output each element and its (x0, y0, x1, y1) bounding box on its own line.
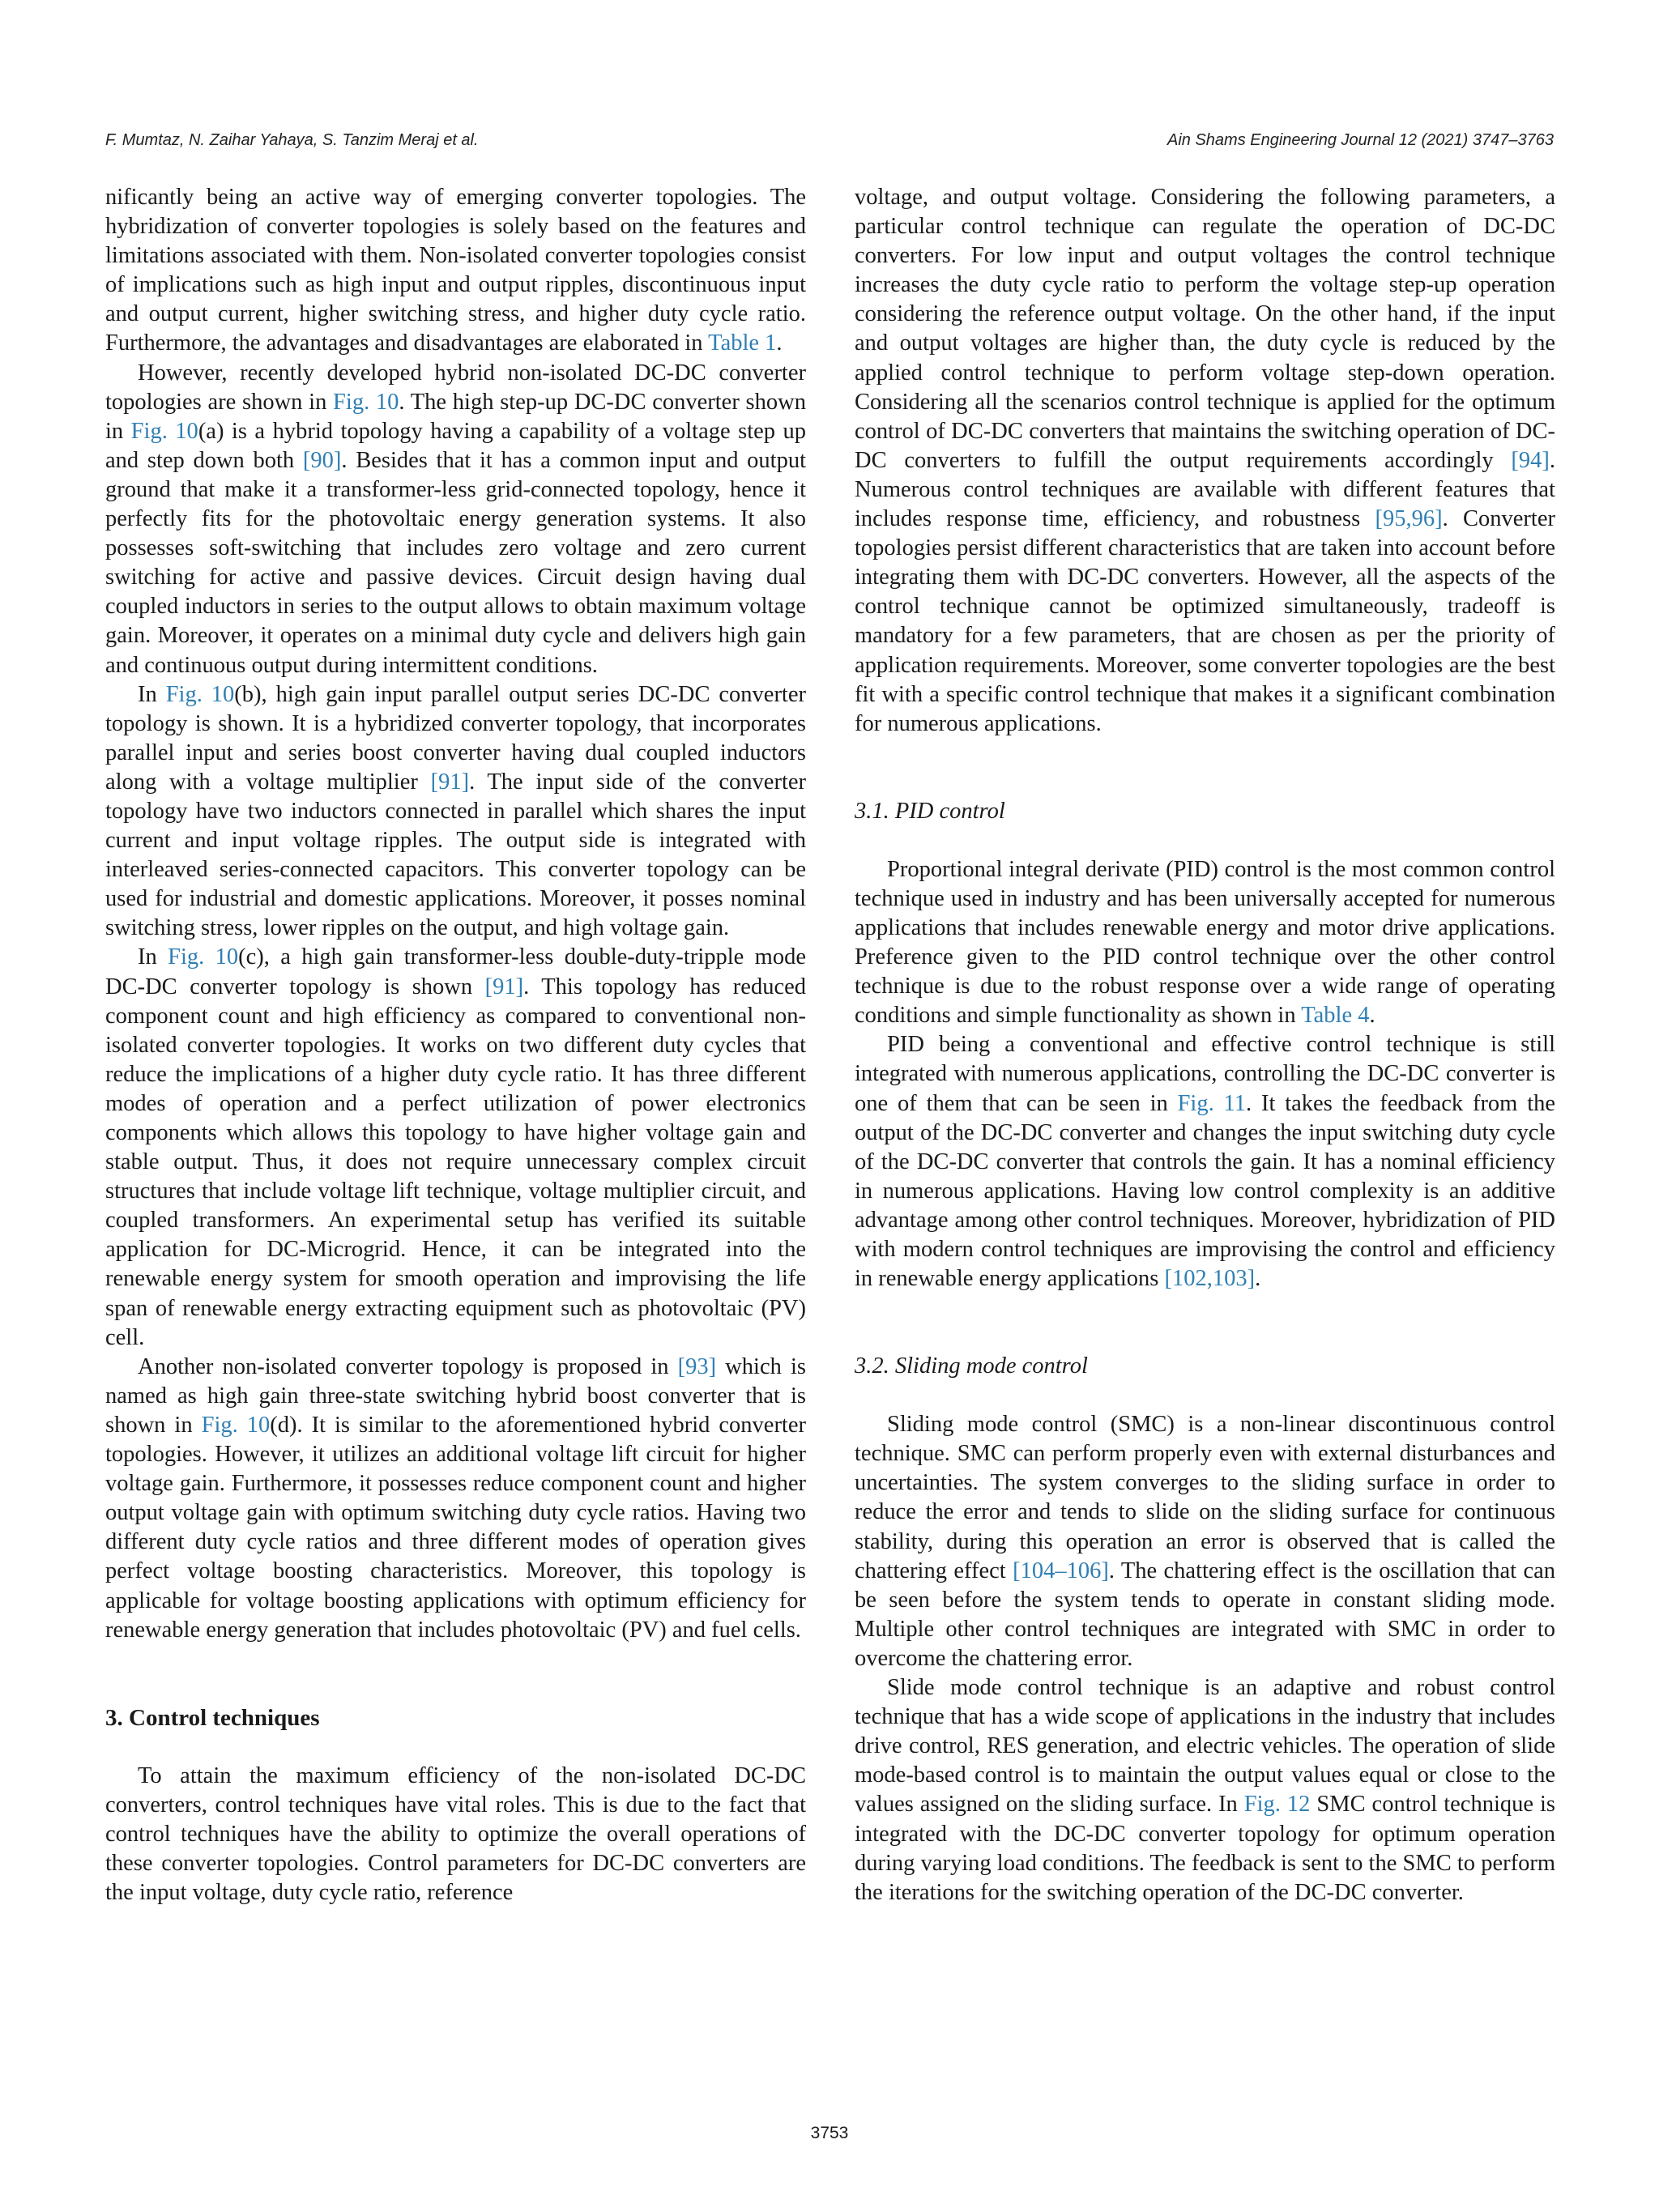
paragraph: Sliding mode control (SMC) is a non-linear discontinuous control technique. SMC can perform properly even with external disturbances and uncertainties. The system converges to the sliding surface in order to reduce the error and tends to slide on the sliding surface for continuous stability, during this operation an error is observed that is called the chattering effect [104–106]. The chattering effect is the oscillation that can be seen before the system tends to operate in constant sliding mode. Multiple other control techniques are integrated with SMC in order to overcome the chattering error. (855, 1412, 1556, 1671)
citation-link[interactable]: [94] (1511, 447, 1550, 473)
paragraph: Another non-isolated converter topology is proposed in [93] which is named as high gain three-state switching hybrid boost converter that is shown in Fig. 10(d). It is similar to the aforementioned hybrid converter topologies. However, it utilizes an additional voltage lift circuit for higher voltage gain. Furthermore, it possesses reduce component count and higher output voltage gain with optimum switching duty cycle ratios. Having two different duty cycle ratios and three different modes of operation gives perfect voltage boosting characteristics. Moreover, this topology is applicable for voltage boosting applications with optimum efficiency for renewable energy generation that includes photovoltaic (PV) and fuel cells. (105, 1353, 806, 1643)
table-link[interactable]: Table 1 (708, 330, 777, 356)
figure-link[interactable]: Fig. 10 (168, 944, 239, 970)
section-heading: 3. Control techniques (105, 1704, 320, 1731)
citation-link[interactable]: [93] (677, 1353, 717, 1379)
paragraph: Proportional integral derivate (PID) control is the most common control technique used in industry and has been universally accepted for numerous applications that includes renewable energy and motor drive applications. Preference given to the PID control technique over the other control technique is due to the robust response over a wide range of operating conditions and simple functionality as shown in Table 4. (855, 856, 1555, 1029)
table-link[interactable]: Table 4 (1301, 1003, 1370, 1029)
paragraph: However, recently developed hybrid non-isolated DC-DC converter topologies are shown in Fig. 10. The high step-up DC-DC converter shown in Fig. 10(a) is a hybrid topology having a capability of a voltage step up and step down both [90]. Besides that it has a common input and output ground that make it a transformer-less grid-connected topology, hence it perfectly fits for the photovoltaic energy generation systems. It also possesses soft-switching that includes zero voltage and zero current switching for active and passive devices. Circuit design having dual coupled inductors in series to the output allows to obtain maximum voltage gain. Moreover, it operates on a minimal duty cycle and delivers high gain and continuous output during intermittent conditions. (105, 360, 807, 678)
figure-link[interactable]: Fig. 11 (1177, 1090, 1247, 1116)
right-column (855, 183, 1555, 1907)
running-head (105, 131, 1554, 156)
citation-link[interactable]: [102,103] (1164, 1266, 1256, 1292)
subsection-heading: 3.2. Sliding mode control (855, 1353, 1088, 1379)
citation-link[interactable]: [91] (430, 769, 470, 795)
paragraph: voltage, and output voltage. Considering the following parameters, a particular control technique can regulate the operation of DC-DC converters. For low input and output voltages the control technique increases the duty cycle ratio to perform the voltage step-up operation considering the reference output voltage. On the other hand, if the input and output voltages are higher than, the duty cycle is reduced by the applied control technique to perform voltage step-down operation. Considering all the scenarios control technique is applied for the optimum control of DC-DC converters that maintains the switching operation of DC-DC converters to fulfill the output requirements accordingly [94]. Numerous control techniques are available with different features that includes response time, efficiency, and robustness [95,96]. Converter topologies persist different characteristics that are taken into account before integrating them with DC-DC converters. However, all the aspects of the control technique cannot be optimized simultaneously, tradeoff is mandatory for a few parameters, that are chosen as per the priority of application requirements. Moreover, some converter topologies are the best fit with a specific control technique that makes it a significant combination for numerous applications. (855, 185, 1555, 736)
figure-link[interactable]: Fig. 10 (165, 681, 235, 707)
paragraph: In Fig. 10(b), high gain input parallel output series DC-DC converter topology is shown. It is a hybridized converter topology, that incorporates parallel input and series boost converter having dual coupled inductors along with a voltage multiplier [91]. The input side of the converter topology have two inductors connected in parallel which shares the input current and input voltage ripples. The output side is integrated with interleaved series-connected capacitors. This converter topology can be used for industrial and domestic applications. Moreover, it posses nominal switching stress, lower ripples on the output, and high voltage gain. (105, 681, 807, 941)
figure-link[interactable]: Fig. 10 (201, 1412, 271, 1438)
paragraph: Slide mode control technique is an adaptive and robust control technique that has a wide scope of applications in the industry that includes drive control, RES generation, and electric vehicles. The operation of slide mode-based control is to maintain the output values equal or close to the values assigned on the sliding surface. In Fig. 12 SMC control technique is integrated with the DC-DC converter topology for optimum operation during varying load conditions. The feedback is sent to the SMC to perform the iterations for the switching operation of the DC-DC converter. (855, 1675, 1555, 1905)
subsection-heading: 3.1. PID control (855, 798, 1005, 824)
figure-link[interactable]: Fig. 12 (1243, 1792, 1311, 1818)
left-column (105, 183, 806, 1907)
figure-link[interactable]: Fig. 10 (333, 389, 399, 415)
page-number: 3753 (810, 2124, 849, 2142)
paragraph: To attain the maximum efficiency of the non-isolated DC-DC converters, control techniques have vital roles. This is due to the fact that control techniques have the ability to optimize the overall operations of these converter topologies. Control parameters for DC-DC converters are the input voltage, duty cycle ratio, reference (105, 1762, 806, 1906)
paragraph: nificantly being an active way of emerging converter topologies. The hybridization of converter topologies is solely based on the features and limitations associated with them. Non-isolated converter topologies consist of implications such as high input and output ripples, discontinuous input and output current, higher switching stress, and higher duty cycle ratio. Furthermore, the advantages and disadvantages are elaborated in Table 1. (105, 185, 806, 356)
running-head-authors: F. Mumtaz, N. Zaihar Yahaya, S. Tanzim Meraj et al. (105, 131, 479, 149)
citation-link[interactable]: [104–106] (1013, 1558, 1109, 1583)
figure-link[interactable]: Fig. 10 (130, 418, 198, 444)
running-head-journal: Ain Shams Engineering Journal 12 (2021) 3747–3763 (1166, 131, 1554, 149)
citation-link[interactable]: [91] (484, 974, 524, 999)
paragraph: PID being a conventional and effective control technique is still integrated with numerous applications, controlling the DC-DC converter is one of them that can be seen in Fig. 11. It takes the feedback from the output of the DC-DC converter and changes the input switching duty cycle of the DC-DC converter that controls the gain. It has a nominal efficiency in numerous applications. Having low control complexity is an additive advantage among other control techniques. Moreover, hybridization of PID with modern control techniques are improvising the control and efficiency in renewable energy applications [102,103]. (855, 1032, 1556, 1292)
citation-link[interactable]: [95,96] (1375, 506, 1443, 532)
paragraph: In Fig. 10(c), a high gain transformer-less double-duty-tripple mode DC-DC converter topology is shown [91]. This topology has reduced component count and high efficiency as compared to conventional non-isolated converter topologies. It works on two different duty cycles that reduce the implications of a higher duty cycle ratio. It has three different modes of operation and a perfect utilization of power electronics components which allows this topology to have higher voltage gain and stable output. Thus, it does not require unnecessary complex circuit structures that include voltage lift technique, voltage multiplier circuit, and coupled transformers. An experimental setup has verified its suitable application for DC-Microgrid. Hence, it can be integrated into the renewable energy system for smooth operation and improvising the life span of renewable energy extracting equipment such as photovoltaic (PV) cell. (105, 944, 806, 1350)
citation-link[interactable]: [90] (302, 447, 342, 473)
